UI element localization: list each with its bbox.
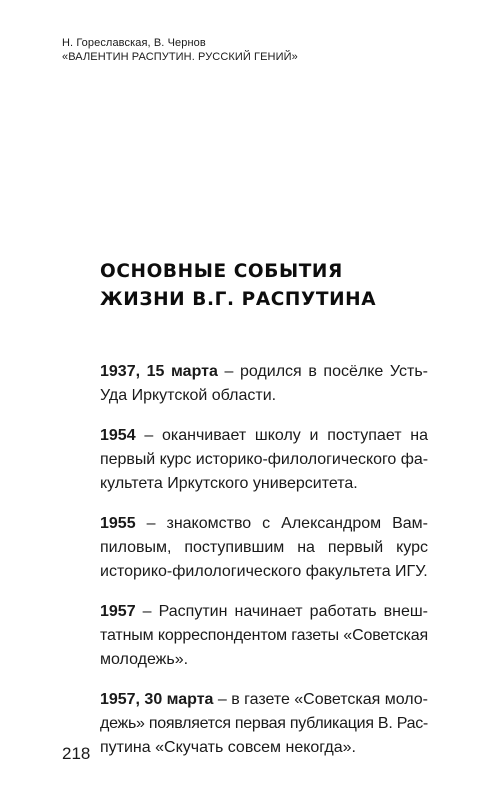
event-text: – Распутин начинает работать внеш- [135, 603, 428, 620]
event-entry [100, 424, 428, 496]
running-head-book-title: «ВАЛЕНТИН РАСПУТИН. РУССКИЙ ГЕНИЙ» [62, 51, 298, 63]
event-line: татным корреспондентом газеты «Советская [100, 627, 429, 644]
event-line: молодежь». [100, 651, 189, 668]
event-line: дежь» появляется первая публикация В. Рас- [100, 715, 428, 732]
event-entry [100, 600, 428, 672]
event-entry [100, 688, 428, 760]
event-line [100, 424, 428, 448]
event-date: 1957, 30 марта [100, 691, 214, 708]
events-list [100, 360, 428, 776]
event-text: – оканчивает школу и поступает на [135, 427, 428, 444]
event-line [100, 360, 428, 384]
event-text: – родился в посёлке Усть- [217, 363, 428, 380]
event-line: пиловым, поступившим на первый курс [100, 539, 428, 556]
event-line [100, 600, 428, 624]
event-entry [100, 360, 428, 408]
event-line: Уда Иркутской области. [100, 387, 277, 404]
chapter-title [100, 258, 376, 314]
event-date: 1937, 15 марта [100, 363, 218, 380]
event-line: путина «Скучать совсем некогда». [100, 739, 356, 756]
event-text: – знакомство с Александром Вам- [135, 515, 428, 532]
event-text: – в газете «Советская моло- [213, 691, 428, 708]
chapter-title-line-2: ЖИЗНИ В.Г. РАСПУТИНА [100, 289, 377, 310]
event-line: историко-филологического факультета ИГУ. [100, 563, 428, 580]
page-number: 218 [62, 744, 91, 763]
event-date: 1954 [100, 427, 136, 444]
event-line [100, 688, 428, 712]
running-head [62, 36, 298, 64]
event-line: первый курс историко-филологического фа- [100, 451, 429, 468]
chapter-title-line-1: ОСНОВНЫЕ СОБЫТИЯ [100, 261, 343, 282]
event-date: 1955 [100, 515, 136, 532]
event-line: культета Иркутского университета. [100, 475, 358, 492]
running-head-authors: Н. Гореславская, В. Чернов [62, 37, 206, 49]
event-entry [100, 512, 428, 584]
event-date: 1957 [100, 603, 136, 620]
event-line [100, 512, 428, 536]
